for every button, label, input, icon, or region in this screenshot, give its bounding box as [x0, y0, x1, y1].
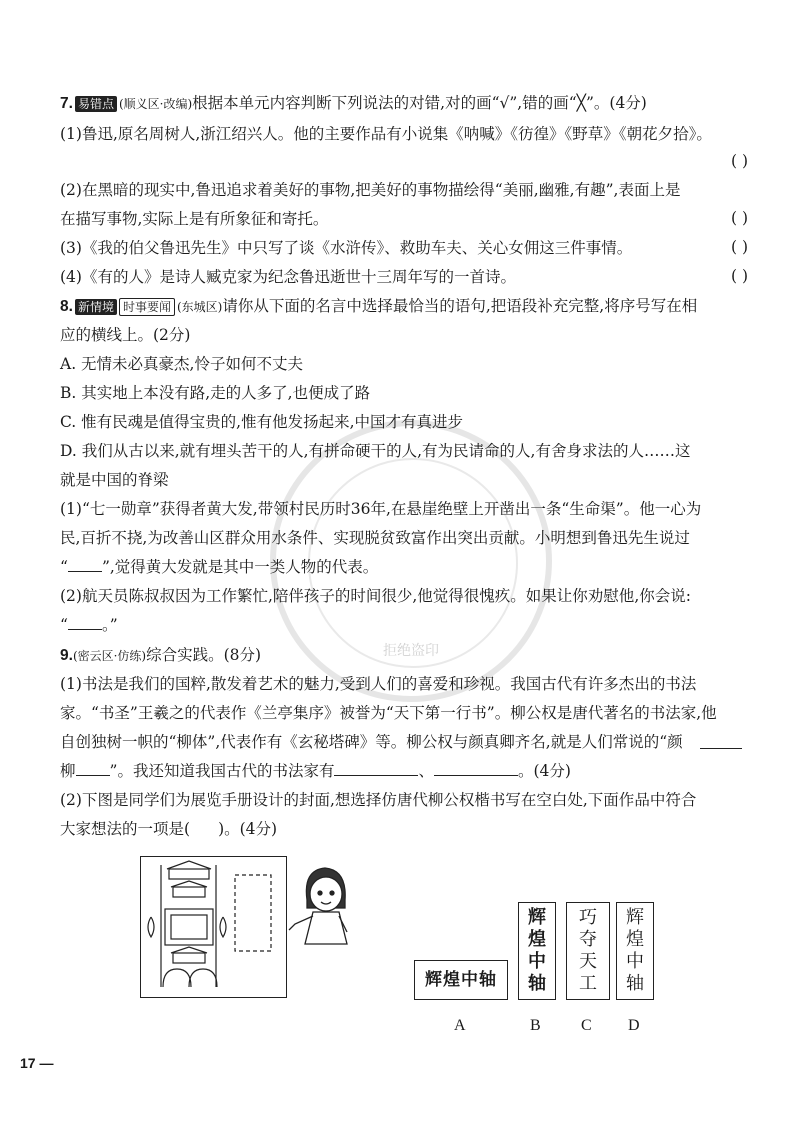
q8-p1-line1: (1)“七一勋章”获得者黄大发,带领村民历时36年,在悬崖绝壁上开凿出一条“生命渠”。他一心为: [60, 500, 702, 518]
q9-p2-line1: (2)下图是同学们为展览手册设计的封面,想选择仿唐代柳公权楷书写在空白处,下面作品中符合: [60, 791, 697, 809]
q9-blank-liu[interactable]: [76, 761, 110, 776]
artwork-b[interactable]: [518, 902, 556, 1000]
q8-tag-2: 时事要闻: [119, 298, 175, 316]
q8-stem-text: 请你从下面的名言中选择最恰当的语句,把语段补充完整,将序号写在相: [222, 297, 698, 315]
q8-number: 8.: [60, 298, 73, 315]
label-c: C: [581, 1017, 592, 1034]
q9-stem-text: 综合实践。(8分): [146, 646, 262, 664]
stamp-text: 拒绝盗印: [383, 643, 439, 659]
q9-p2-line2: 大家想法的一项是( )。(4分): [60, 820, 278, 838]
q8-p2-line1: (2)航天员陈叔叔因为工作繁忙,陪伴孩子的时间很少,他觉得很愧疚。如果让你劝慰他,你会说:: [60, 587, 691, 605]
q9-number: 9.: [60, 647, 73, 664]
q9-blank-calligrapher-2[interactable]: [434, 761, 518, 776]
q7-number: 7.: [60, 95, 73, 112]
q8-tag-1: 新情境: [75, 299, 117, 315]
q9-stem: [60, 645, 750, 666]
q9-blank-yan[interactable]: [700, 748, 742, 749]
q7-answer-3[interactable]: ( ): [730, 238, 748, 256]
q8-p1-line2: 民,百折不挠,为改善山区群众用水条件、实现脱贫致富作出突出贡献。小明想到鲁迅先生说过: [60, 529, 690, 547]
q9-p1-line4: 柳 ”。我还知道我国古代的书法家有 、 。(4分): [60, 762, 571, 780]
q7-stem-text: 根据本单元内容判断下列说法的对错,对的画“√”,错的画“╳”。(4分): [192, 94, 647, 112]
q9-source: (密云区·仿练): [72, 649, 147, 663]
q8-blank-1[interactable]: [68, 557, 102, 572]
artwork-b-text: 辉 煌 中 轴: [528, 907, 546, 994]
q8-blank-2[interactable]: [68, 615, 102, 630]
q8-stem: [60, 296, 750, 317]
q8-option-d: D. 我们从古以来,就有埋头苦干的人,有拼命硬干的人,有为民请命的人,有舍身求法的人……这: [60, 442, 691, 460]
q7-item-4: (4)《有的人》是诗人臧克家为纪念鲁迅逝世十三周年写的一首诗。: [60, 268, 516, 286]
artwork-a[interactable]: [414, 960, 508, 1000]
q8-p1-line3: “ ”,觉得黄大发就是其中一类人物的代表。: [60, 558, 379, 576]
artwork-d-text: 辉 煌 中 轴: [626, 907, 644, 994]
q9-blank-calligrapher-1[interactable]: [334, 761, 418, 776]
label-a: A: [454, 1017, 466, 1034]
artwork-c-text: 巧 夺 天 工: [579, 907, 597, 994]
q8-stem-cont: 应的横线上。(2分): [60, 326, 191, 344]
q8-option-b: B. 其实地上本没有路,走的人多了,也便成了路: [60, 384, 371, 402]
q9-p1-line1: (1)书法是我们的国粹,散发着艺术的魅力,受到人们的喜爱和珍视。我国古代有许多杰出的书法: [60, 675, 697, 693]
q8-option-a: A. 无情未必真豪杰,怜子如何不丈夫: [60, 355, 303, 373]
label-b: B: [530, 1017, 541, 1034]
q7-item-1: (1)鲁迅,原名周树人,浙江绍兴人。他的主要作品有小说集《呐喊》《彷徨》《野草》《朝花夕拾》。: [60, 125, 712, 143]
q9-p1-line2: 家。“书圣”王羲之的代表作《兰亭集序》被誉为“天下第一行书”。柳公权是唐代著名的书法家,他: [60, 704, 717, 722]
q8-option-c: C. 惟有民魂是值得宝贵的,惟有他发扬起来,中国才有真进步: [60, 413, 464, 431]
page-number: 17 —: [20, 1055, 54, 1071]
q7-item-2-cont: 在描写事物,实际上是有所象征和寄托。: [60, 210, 329, 228]
q7-answer-1[interactable]: ( ): [730, 152, 748, 170]
q7-stem: [60, 93, 750, 114]
cover-illustration: [140, 856, 287, 998]
q8-option-d-cont: 就是中国的脊梁: [60, 471, 169, 489]
q7-item-2: (2)在黑暗的现实中,鲁迅追求着美好的事物,把美好的事物描绘得“美丽,幽雅,有趣”,表面上是: [60, 181, 681, 199]
q7-answer-2[interactable]: ( ): [730, 209, 748, 227]
q7-item-3: (3)《我的伯父鲁迅先生》中只写了谈《水浒传》、救助车夫、关心女佣这三件事情。: [60, 239, 633, 257]
artwork-c[interactable]: [566, 902, 610, 1000]
q8-p2-line2: “ 。”: [60, 616, 118, 634]
q7-tag: 易错点: [75, 96, 117, 112]
girl-icon: [285, 860, 365, 950]
tower-drawing: [141, 857, 286, 997]
label-d: D: [628, 1017, 640, 1034]
q8-source: (东城区): [176, 300, 223, 314]
q7-answer-4[interactable]: ( ): [730, 267, 748, 285]
q9-p1-line3: 自创独树一帜的“柳体”,代表作有《玄秘塔碑》等。柳公权与颜真卿齐名,就是人们常说的“颜: [60, 733, 683, 751]
artwork-a-text: 辉煌中轴: [425, 970, 497, 990]
q7-source: (顺义区·改编): [118, 97, 193, 111]
artwork-d[interactable]: [616, 902, 654, 1000]
